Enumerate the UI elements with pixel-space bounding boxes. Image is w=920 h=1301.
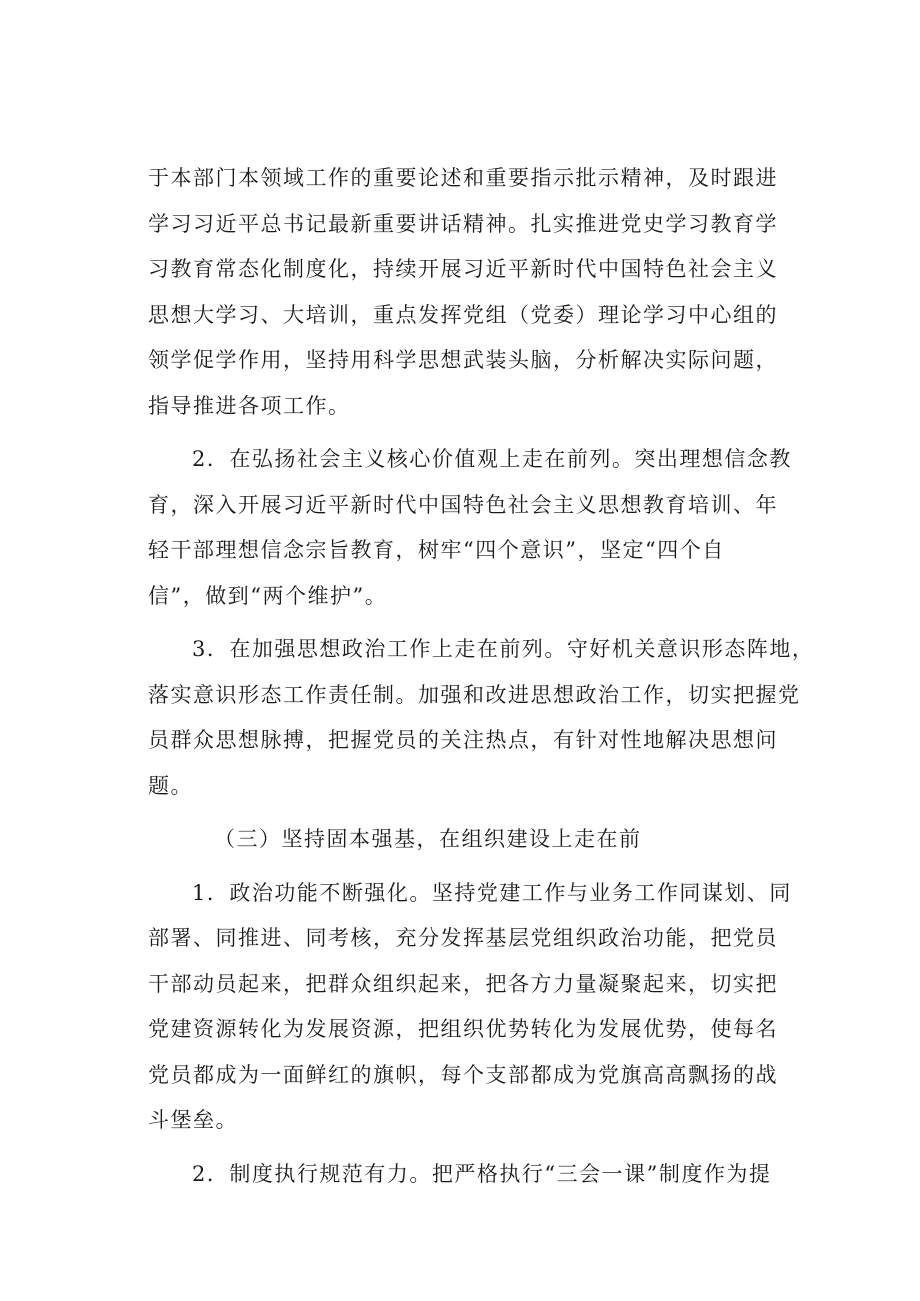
text-line: 指导推进各项工作。 — [148, 393, 351, 418]
section-heading-text: （三）坚持固本强基，在组织建设上走在前 — [214, 827, 642, 851]
text-line: 学习习近平总书记最新重要讲话精神。扎实推进党史学习教育学 — [148, 211, 778, 236]
text-line: 思想大学习、大培训，重点发挥党组（党委）理论学习中心组的 — [148, 302, 778, 327]
paragraph-gap — [148, 1144, 800, 1152]
paragraph-gap — [148, 863, 800, 871]
paragraph-gap — [148, 809, 800, 817]
text-line: 斗堡垒。 — [148, 1108, 238, 1132]
paragraph-gap — [148, 619, 800, 627]
text-line: 3．在加强思想政治工作上走在前列。守好机关意识形态阵地， — [192, 637, 815, 661]
paragraph — [148, 156, 800, 429]
text-line: 部署、同推进、同考核，充分发挥基层党组织政治功能，把党员 — [148, 926, 778, 950]
text-line: 2．制度执行规范有力。把严格执行“三会一课”制度作为提 — [192, 1161, 772, 1186]
text-line: 干部动员起来，把群众组织起来，把各方力量凝聚起来，切实把 — [148, 971, 778, 996]
text-line: 1．政治功能不断强化。坚持党建工作与业务工作同谋划、同 — [192, 880, 792, 905]
paragraph — [148, 437, 800, 619]
paragraph — [148, 627, 815, 809]
text-line: 轻干部理想信念宗旨教育，树牢“四个意识”，坚定“四个自 — [148, 538, 725, 562]
text-line: 党建资源转化为发展资源，把组织优势转化为发展优势，使每名 — [148, 1017, 778, 1041]
paragraph — [148, 1152, 800, 1198]
paragraph — [148, 871, 800, 1144]
text-line: 领学促学作用，坚持用科学思想武装头脑，分析解决实际问题， — [148, 348, 778, 372]
text-line: 员群众思想脉搏，把握党员的关注热点，有针对性地解决思想问 — [148, 728, 778, 752]
paragraph-gap — [148, 429, 800, 437]
text-line: 于本部门本领域工作的重要论述和重要指示批示精神，及时跟进 — [148, 166, 778, 190]
text-line: 育，深入开展习近平新时代中国特色社会主义思想教育培训、年 — [148, 492, 778, 517]
text-line: 习教育常态化制度化，持续开展习近平新时代中国特色社会主义 — [148, 257, 778, 281]
text-line: 2．在弘扬社会主义核心价值观上走在前列。突出理想信念教 — [192, 447, 792, 471]
text-line: 党员都成为一面鲜红的旗帜，每个支部都成为党旗高高飘扬的战 — [148, 1062, 778, 1087]
text-line: 信”，做到“两个维护”。 — [148, 583, 388, 608]
text-line: 落实意识形态工作责任制。加强和改进思想政治工作，切实把握党 — [148, 682, 801, 707]
section-heading — [148, 817, 800, 863]
document-body — [148, 156, 815, 1197]
text-line: 题。 — [148, 773, 193, 798]
